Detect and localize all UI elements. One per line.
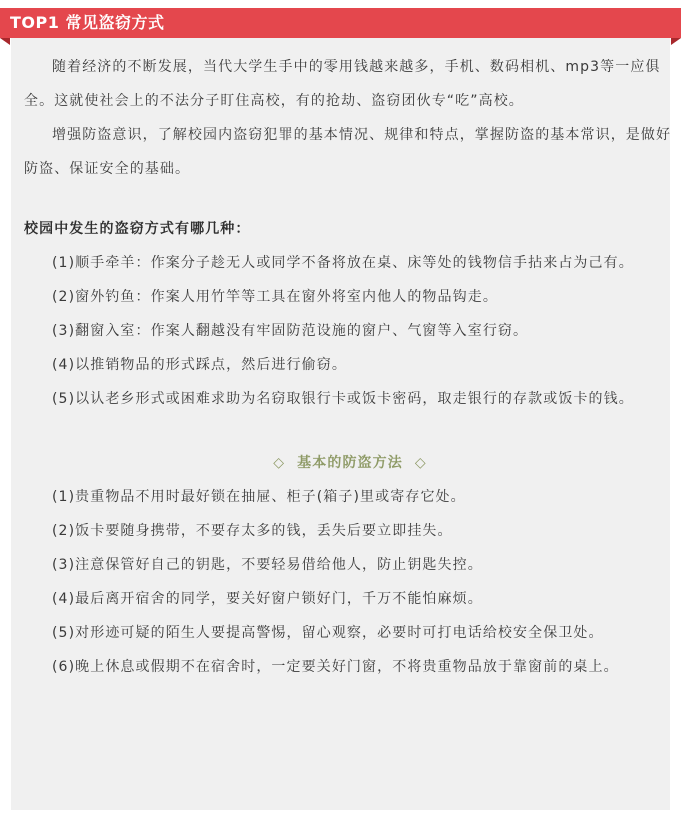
- spacer: [24, 186, 676, 212]
- banner-fold-left: [0, 38, 10, 45]
- banner-title: TOP1 常见盗窃方式: [10, 13, 165, 32]
- diamond-icon: ◇: [273, 455, 286, 471]
- article-body: [24, 50, 676, 684]
- theft-method-item: (1)顺手牵羊：作案分子趁无人或同学不备将放在桌、床等处的钱物信手拈来占为己有。: [52, 255, 634, 271]
- prevention-item: (4)最后离开宿舍的同学，要关好窗户锁好门，千万不能怕麻烦。: [52, 591, 483, 607]
- intro-paragraph-1: 随着经济的不断发展，当代大学生手中的零用钱越来越多，手机、数码相机、mp3等一应俱全。这就使社会上的不法分子盯住高校，有的抢劫、盗窃团伙专“吃”高校。: [24, 59, 661, 109]
- prevention-subtitle: [24, 446, 676, 480]
- prevention-item: (1)贵重物品不用时最好锁在抽屉、柜子(箱子)里或寄存它处。: [52, 489, 466, 505]
- theft-method-item: (4)以推销物品的形式踩点，然后进行偷窃。: [52, 357, 347, 373]
- theft-method-item: (2)窗外钓鱼：作案人用竹竿等工具在窗外将室内他人的物品钩走。: [52, 289, 498, 305]
- spacer: [24, 416, 676, 446]
- prevention-subtitle-text: 基本的防盗方法: [297, 455, 403, 471]
- prevention-item: (5)对形迹可疑的陌生人要提高警惕，留心观察，必要时可打电话给校安全保卫处。: [52, 625, 604, 641]
- prevention-item: (2)饭卡要随身携带，不要存太多的钱，丢失后要立即挂失。: [52, 523, 453, 539]
- title-banner: [0, 8, 681, 38]
- banner-fold-right: [671, 38, 681, 45]
- theft-method-item: (3)翻窗入室：作案人翻越没有牢固防范设施的窗户、气窗等入室行窃。: [52, 323, 529, 339]
- theft-methods-heading: 校园中发生的盗窃方式有哪几种：: [24, 221, 251, 237]
- intro-paragraph-2: 增强防盗意识，了解校园内盗窃犯罪的基本情况、规律和特点，掌握防盗的基本常识，是做好防盗、保证安全的基础。: [24, 127, 672, 177]
- prevention-item: (6)晚上休息或假期不在宿舍时，一定要关好门窗，不将贵重物品放于靠窗前的桌上。: [52, 659, 619, 675]
- diamond-icon: ◇: [414, 455, 427, 471]
- theft-method-item: (5)以认老乡形式或困难求助为名窃取银行卡或饭卡密码，取走银行的存款或饭卡的钱。: [52, 391, 634, 407]
- prevention-item: (3)注意保管好自己的钥匙，不要轻易借给他人，防止钥匙失控。: [52, 557, 483, 573]
